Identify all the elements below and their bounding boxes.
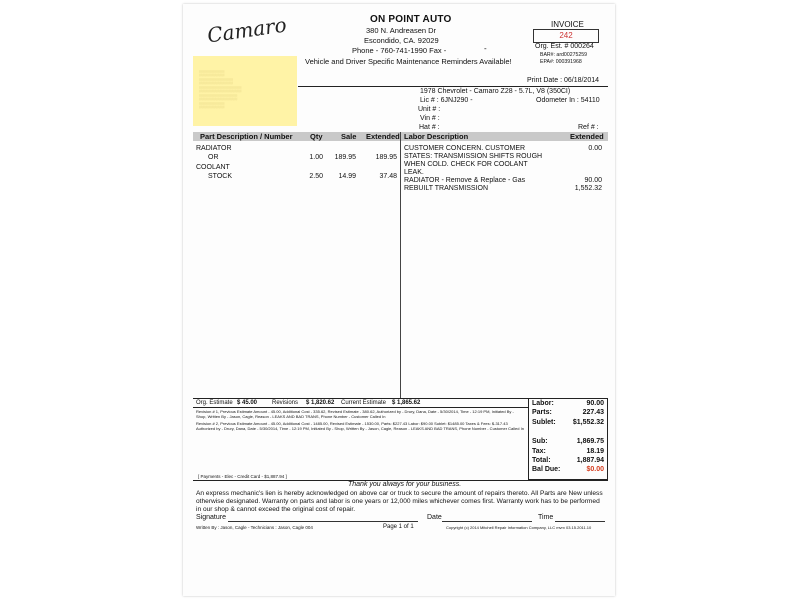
epa-number: EPA#: 000391968 [540,59,582,65]
print-date: Print Date : 06/18/2014 [527,77,599,84]
part-row-1-sale: 189.95 [334,154,356,161]
time-line [555,521,605,522]
estimate-divider-2 [193,407,528,408]
sublet-value: $1,552.32 [572,419,604,426]
current-estimate-label: Current Estimate [341,400,387,406]
labor-row-1-desc: RADIATOR - Remove & Replace - Gas [404,177,526,184]
labor-concern-line-4: LEAK. [404,169,424,176]
dash-mark: - [484,44,487,53]
total-labor-row [532,400,604,407]
labor-row-2-desc: REBUILT TRANSMISSION [404,185,489,192]
total-value: 1,887.94 [576,457,604,464]
tax-value: 18.19 [586,448,604,455]
shop-phone: Phone - 760-741-1990 Fax - [352,46,447,55]
license-plate: Lic # : 6JNJ290 - [420,97,473,104]
vehicle-description: 1978 Chevrolet - Camaro Z28 - 5.7L, V8 (350CI) [420,88,571,95]
total-sub-row [532,438,604,445]
revisions-value: $ 1,820.62 [306,400,335,406]
signature-label: Signature [196,514,226,521]
org-estimate-value: $ 45.00 [237,400,258,406]
parts-header-qty: Qty [310,132,323,141]
sub-value: 1,869.75 [576,438,604,445]
parts-label: Parts: [532,409,552,416]
ref-number: Ref # : [578,124,599,131]
labor-header-extended: Extended [570,132,604,141]
balance-value: $0.00 [586,466,604,473]
sub-label: Sub: [532,438,548,445]
part-row-2-desc2: STOCK [208,173,232,180]
shop-address-line1: 380 N. Andreasen Dr [366,26,437,35]
total-sublet-row [532,419,604,426]
org-estimate-number: Org. Est. # 000264 [535,43,594,50]
total-label: Total: [532,457,551,464]
estimate-divider [193,398,528,399]
written-by: Written By : Jason, Cagle - Technicians : Jason, Cagle 004 [196,525,313,530]
invoice-number: 242 [533,29,599,43]
part-row-2-ext: 37.48 [379,173,397,180]
sticky-note [193,56,297,126]
totals-box [528,398,608,480]
labor-concern-amount: 0.00 [588,145,602,152]
org-estimate-label: Org. Estimate [196,400,233,406]
revision-1-text: Revision # 1, Previous Estimate Amount - 45.00, Additional Cost - 335.62, Revised Estimate - 380.62, Authorized by - Drury, Dana, Date - 5/30/2014, Time - 12:19 PM, Initiated By - Shop, Written By - Jason, Cagle, Reason - LEAKS AND BAD TRANS, Phone Number - Customer Called In [196,409,514,419]
time-label: Time [538,514,554,521]
current-estimate-value: $ 1,865.62 [392,400,421,406]
sticky-note-bleedthrough: ▒▒▒▒▒▒ ▒▒▒▒▒▒▒▒ ▒▒▒▒▒▒▒▒▒▒ ▒▒▒▒▒▒▒▒▒ ▒▒▒▒▒▒ [199,71,242,109]
labor-header-description: Labor Description [404,132,469,141]
shop-address-line2: Escondido, CA. 92029 [364,36,439,45]
part-row-1-desc1: RADIATOR [196,145,232,152]
total-parts-row [532,409,604,416]
balance-label: Bal Due: [532,466,561,473]
parts-header-extended: Extended [366,132,400,141]
labor-concern-line-2: STATES: TRANSMISSION SHIFTS ROUGH [404,153,543,160]
parts-header-sale: Sale [341,132,357,141]
vin-number: Vin # : [420,115,440,122]
shop-name: ON POINT AUTO [370,14,452,25]
header-divider [298,86,608,87]
part-row-1-qty: 1.00 [309,154,323,161]
part-row-2-qty: 2.50 [309,173,323,180]
labor-concern-line-3: WHEN COLD. CHECK FOR COOLANT [404,161,528,168]
payments-line: [ Payments - Elec - Credit Card - $1,887.94 ] [198,474,287,479]
labor-row-1-amount: 90.00 [584,177,602,184]
labor-value: 90.00 [586,400,604,407]
revisions-label: Revisions [272,400,299,406]
hat-number: Hat # : [419,124,440,131]
sublet-label: Sublet: [532,419,556,426]
total-balance-row [532,466,604,473]
part-row-1-desc2: OR [208,154,219,161]
labor-label: Labor: [532,400,554,407]
copyright: Copyright (c) 2014 Mitchell Repair Information Company, LLC mvrx 03.15.2011.10 [446,525,592,530]
bar-number: BAR#: ard00275259 [540,52,588,58]
parts-value: 227.43 [582,409,604,416]
revision-2-text: Revision # 2, Previous Estimate Amount - 45.00, Additional Cost - 1485.00, Revised Estimate - 1530.00, Parts: $227.43 Labor: $90.00 Sublet: $1485.00 Taxes & Fees: $-317.43 Authorized by - Drury, Dana, Date - 5/30/2014, Time - 12:19 PM, Initiated By - Shop, Written By - Jason, Cagle, Reason - LEAKS AND BAD TRANS, Phone Number - Customer Called In [196,421,524,431]
signature-line [228,521,418,522]
handwritten-note: Camaro [205,12,289,48]
unit-number: Unit # : [418,106,441,113]
total-tax-row [532,448,604,455]
date-label: Date [427,514,442,521]
date-line [442,521,532,522]
part-row-1-ext: 189.95 [375,154,397,161]
table-center-divider [400,132,401,398]
total-total-row [532,457,604,464]
page-number: Page 1 of 1 [383,524,414,530]
lien-warranty-text: An express mechanic's lien is hereby acknowledged on above car or truck to secure the amount of repairs thereto. All Parts are New unless otherwise designated. Warranty on parts and labor is one years or 12,000 miles whichever comes first. Warranty work has to be performed in our shop & cannot exceed the original cost of repair. [196,490,603,513]
part-row-2-sale: 14.99 [338,173,356,180]
labor-row-2-amount: 1,552.32 [574,185,602,192]
invoice-label: INVOICE [551,20,584,29]
labor-concern-line-1: CUSTOMER CONCERN. CUSTOMER [404,145,526,152]
maintenance-banner: Vehicle and Driver Specific Maintenance Reminders Available! [305,57,512,66]
thank-you: Thank you always for your business. [348,481,462,488]
tax-label: Tax: [532,448,546,455]
odometer: Odometer In : 54110 [536,97,600,104]
parts-header-description: Part Description / Number [200,132,293,141]
part-row-2-desc1: COOLANT [196,164,230,171]
